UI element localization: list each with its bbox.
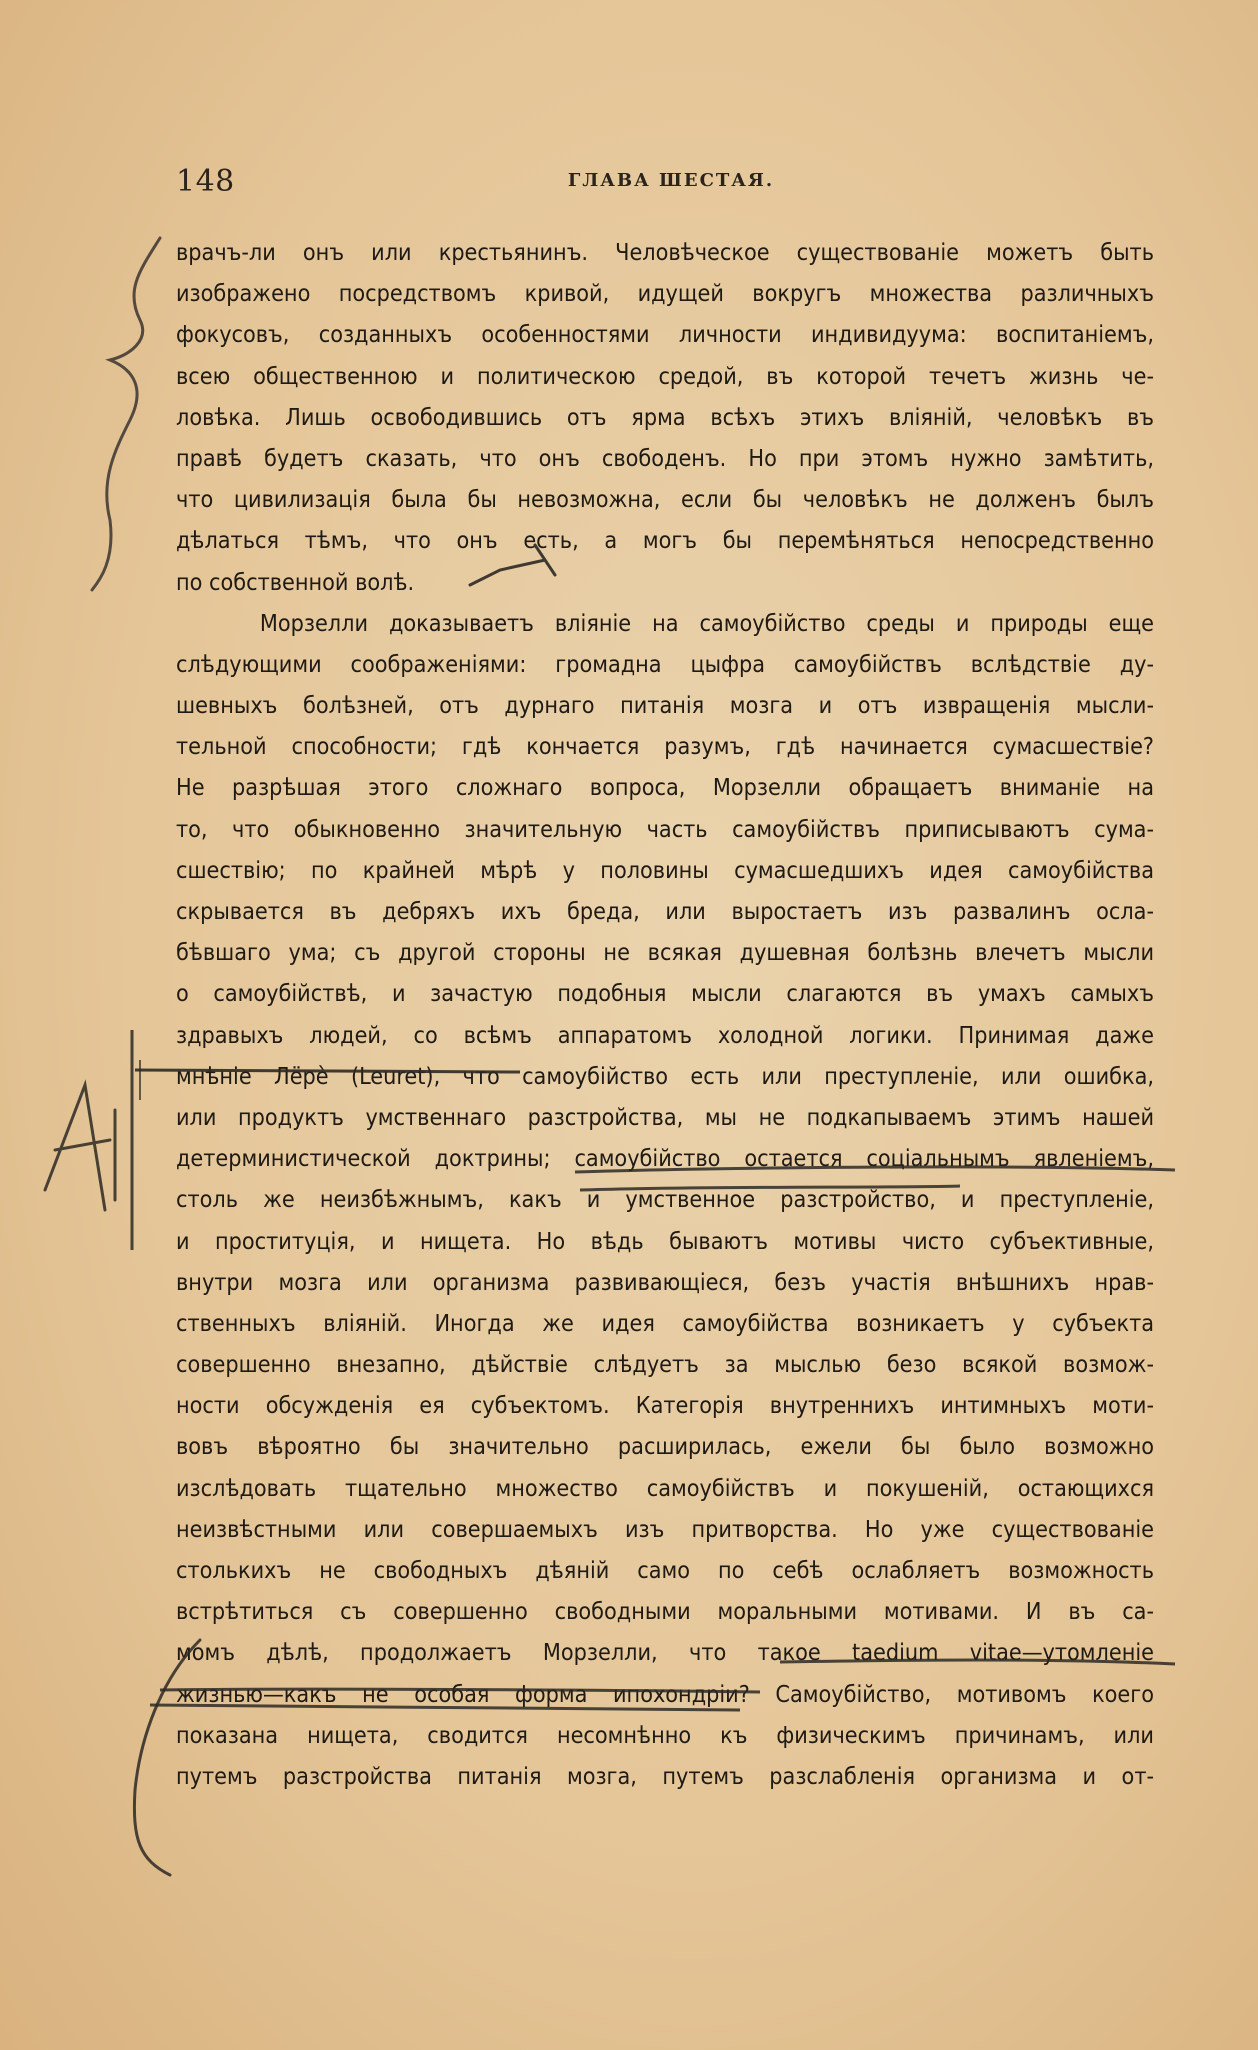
text-line: жизнью—какъ не особая форма ипохондріи? Самоубійство, мотивомъ коего xyxy=(176,1680,1154,1708)
text-line: детерминистической доктрины; самоубійство остается соціальнымъ явленіемъ, xyxy=(176,1145,1154,1173)
text-line: бѣвшаго ума; съ другой стороны не всякая душевная болѣзнь влечетъ мысли xyxy=(176,939,1154,967)
page-header xyxy=(176,164,1166,204)
text-line: дѣлаться тѣмъ, что онъ есть, а могъ бы перемѣняться непосредственно xyxy=(176,527,1154,555)
text-line: о самоубійствѣ, и зачастую подобныя мысли слагаются въ умахъ самыхъ xyxy=(176,980,1154,1008)
text-line: вовъ вѣроятно бы значительно расширилась, ежели бы было возможно xyxy=(176,1433,1154,1461)
text-line: изслѣдовать тщательно множество самоубійствъ и покушеній, остающихся xyxy=(176,1474,1154,1502)
text-line: столь же неизбѣжнымъ, какъ и умственное разстройство, и преступленіе, xyxy=(176,1186,1154,1214)
text-line: ственныхъ вліяній. Иногда же идея самоубійства возникаетъ у субъекта xyxy=(176,1309,1154,1337)
text-line: Морзелли доказываетъ вліяніе на самоубійство среды и природы еще xyxy=(176,609,1154,637)
text-line: или продуктъ умственнаго разстройства, мы не подкапываемъ этимъ нашей xyxy=(176,1103,1154,1131)
text-line: фокусовъ, созданныхъ особенностями личности индивидуума: воспитаніемъ, xyxy=(176,321,1154,349)
text-line: момъ дѣлѣ, продолжаетъ Морзелли, что такое taedium vitae—утомленіе xyxy=(176,1639,1154,1667)
text-line: столькихъ не свободныхъ дѣяній само по себѣ ослабляетъ возможность xyxy=(176,1557,1154,1584)
text-line: Не разрѣшая этого сложнаго вопроса, Морзелли обращаетъ вниманіе на xyxy=(176,774,1154,802)
text-line: скрывается въ дебряхъ ихъ бреда, или выростаетъ изъ развалинъ осла- xyxy=(176,898,1154,925)
text-line: показана нищета, сводится несомнѣнно къ физическимъ причинамъ, или xyxy=(176,1721,1154,1749)
text-line: по собственной волѣ. xyxy=(176,568,415,596)
text-line: то, что обыкновенно значительную часть самоубійствъ приписываютъ сума- xyxy=(176,815,1154,843)
body-text xyxy=(176,232,1154,1797)
text-line: ности обсужденія ея субъектомъ. Категорія внутреннихъ интимныхъ моти- xyxy=(176,1392,1154,1420)
text-line: путемъ разстройства питанія мозга, путемъ разслабленія организма и от- xyxy=(176,1762,1154,1790)
text-line: неизвѣстными или совершаемыхъ изъ притворства. Но уже существованіе xyxy=(176,1515,1154,1543)
text-line: изображено посредствомъ кривой, идущей вокругъ множества различныхъ xyxy=(176,280,1154,308)
text-line: ловѣка. Лишь освободившись отъ ярма всѣхъ этихъ вліяній, человѣкъ въ xyxy=(176,403,1154,431)
text-line: совершенно внезапно, дѣйствіе слѣдуетъ за мыслью безо всякой возмож- xyxy=(176,1351,1154,1379)
text-line: всею общественною и политическою средой, въ которой течетъ жизнь че- xyxy=(176,362,1154,390)
text-line: шевныхъ болѣзней, отъ дурнаго питанія мозга и отъ извращенія мысли- xyxy=(176,692,1154,720)
text-line: сшествію; по крайней мѣрѣ у половины сумасшедшихъ идея самоубійства xyxy=(176,856,1154,884)
text-line: встрѣтиться съ совершенно свободными моральными мотивами. И въ са- xyxy=(176,1598,1154,1626)
text-line: здравыхъ людей, со всѣмъ аппаратомъ холодной логики. Принимая даже xyxy=(176,1021,1154,1049)
text-line: правѣ будетъ сказать, что онъ свободенъ. Но при этомъ нужно замѣтить, xyxy=(176,444,1154,472)
text-line: врачъ-ли онъ или крестьянинъ. Человѣческое существованіе можетъ быть xyxy=(176,239,1154,266)
text-line: внутри мозга или организма развивающіеся, безъ участія внѣшнихъ нрав- xyxy=(176,1268,1154,1296)
text-line: мнѣніе Лёрè (Leuret), что самоубійство есть или преступленіе, или ошибка, xyxy=(176,1062,1154,1090)
text-line: и проституція, и нищета. Но вѣдь бываютъ мотивы чисто субъективные, xyxy=(176,1227,1154,1255)
margin-brace-top xyxy=(92,238,160,590)
text-line: слѣдующими соображеніями: громадна цыфра самоубійствъ вслѣдствіе ду- xyxy=(176,650,1154,678)
text-line: что цивилизація была бы невозможна, если бы человѣкъ не долженъ былъ xyxy=(176,486,1154,514)
running-head: ГЛАВА ШЕСТАЯ. xyxy=(567,170,775,191)
page-number: 148 xyxy=(176,164,235,199)
text-line: тельной способности; гдѣ кончается разумъ, гдѣ начинается сумасшествіе? xyxy=(176,733,1154,761)
margin-letter-mark xyxy=(45,1085,115,1210)
